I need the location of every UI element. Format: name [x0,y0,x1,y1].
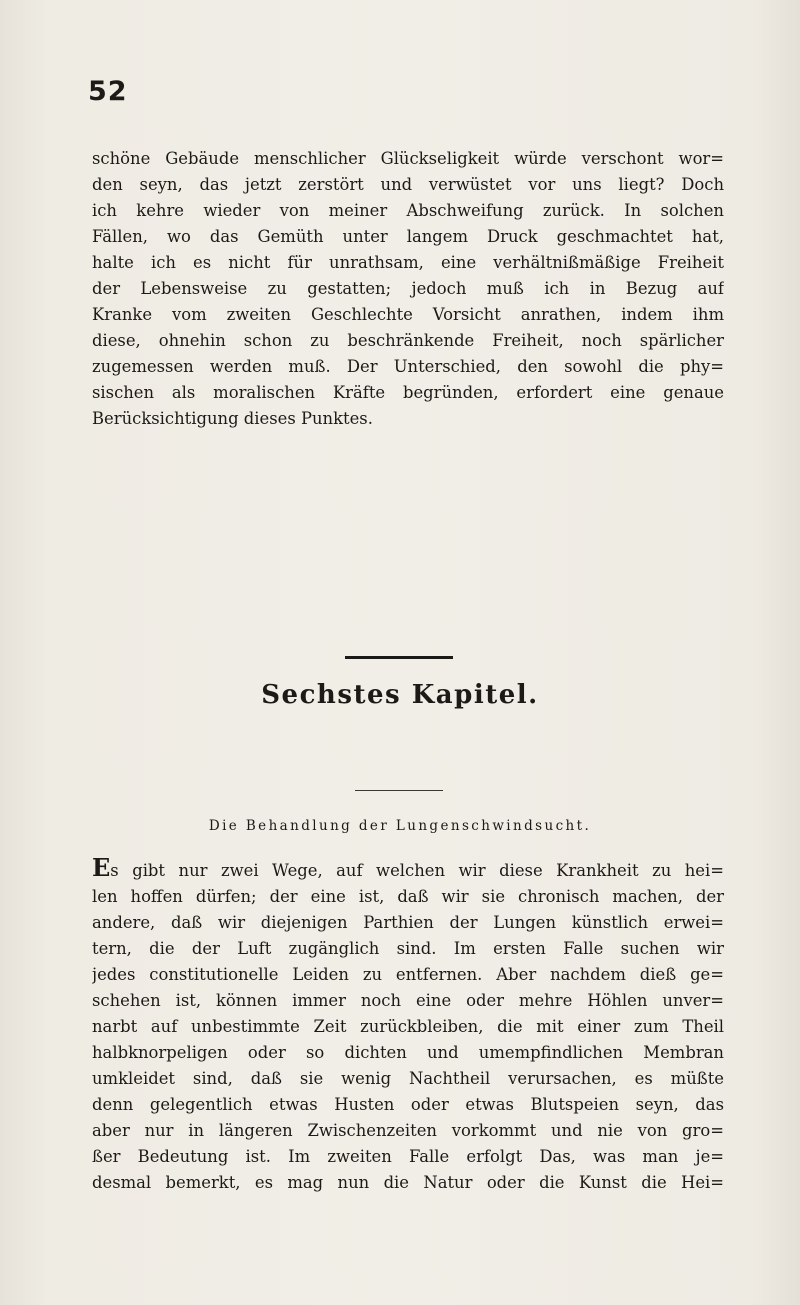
first-line-text: s gibt nur zwei Wege, auf welchen wir diese Krankheit zu hei= [110,861,724,880]
text-line: denn gelegentlich etwas Husten oder etwas Blutspeien seyn, das [92,1095,724,1114]
text-line: halte ich es nicht für unrathsam, eine verhältnißmäßige Freiheit [92,253,724,272]
page-number: 52 [88,76,128,107]
paragraph-2-first-line [92,858,724,884]
text-line: diese, ohnehin schon zu beschränkende Freiheit, noch spärlicher [92,331,724,350]
text-line: narbt auf unbestimmte Zeit zurückbleiben, die mit einer zum Theil [92,1017,724,1036]
text-line: den seyn, das jetzt zerstört und verwüstet vor uns liegt? Doch [92,175,724,194]
text-line: Berücksichtigung dieses Punktes. [92,409,373,428]
paragraph-1 [92,146,724,432]
text-line: Fällen, wo das Gemüth unter langem Druck geschmachtet hat, [92,227,724,246]
text-line: tern, die der Luft zugänglich sind. Im ersten Falle suchen wir [92,939,724,958]
text-line: Kranke vom zweiten Geschlechte Vorsicht anrathen, indem ihm [92,305,724,324]
text-line: len hoffen dürfen; der eine ist, daß wir sie chronisch machen, der [92,887,724,906]
text-line: schöne Gebäude menschlicher Glückseligkeit würde verschont wor= [92,149,724,168]
text-line: der Lebensweise zu gestatten; jedoch muß ich in Bezug auf [92,279,724,298]
text-line: aber nur in längeren Zwischenzeiten vorkommt und nie von gro= [92,1121,724,1140]
text-line: desmal bemerkt, es mag nun die Natur oder die Kunst die Hei= [92,1173,724,1192]
text-line: ßer Bedeutung ist. Im zweiten Falle erfolgt Das, was man je= [92,1147,724,1166]
text-line: zugemessen werden muß. Der Unterschied, den sowohl die phy= [92,357,724,376]
text-line: jedes constitutionelle Leiden zu entfernen. Aber nachdem dieß ge= [92,965,724,984]
text-line: halbknorpeligen oder so dichten und umempfindlichen Membran [92,1043,724,1062]
title-divider-thin [355,790,443,791]
chapter-subtitle: Die Behandlung der Lungenschwindsucht. [208,818,592,834]
drop-capital: E [92,858,111,882]
text-line: umkleidet sind, daß sie wenig Nachtheil verursachen, es müßte [92,1069,724,1088]
text-line: ich kehre wieder von meiner Abschweifung zurück. In solchen [92,201,724,220]
chapter-title: Sechstes Kapitel. [261,680,539,710]
paragraph-2 [92,858,724,1196]
text-line: schehen ist, können immer noch eine oder mehre Höhlen unver= [92,991,724,1010]
text-line: sischen als moralischen Kräfte begründen, erfordert eine genaue [92,383,724,402]
section-divider-thick [345,656,453,659]
text-line: andere, daß wir diejenigen Parthien der Lungen künstlich erwei= [92,913,724,932]
